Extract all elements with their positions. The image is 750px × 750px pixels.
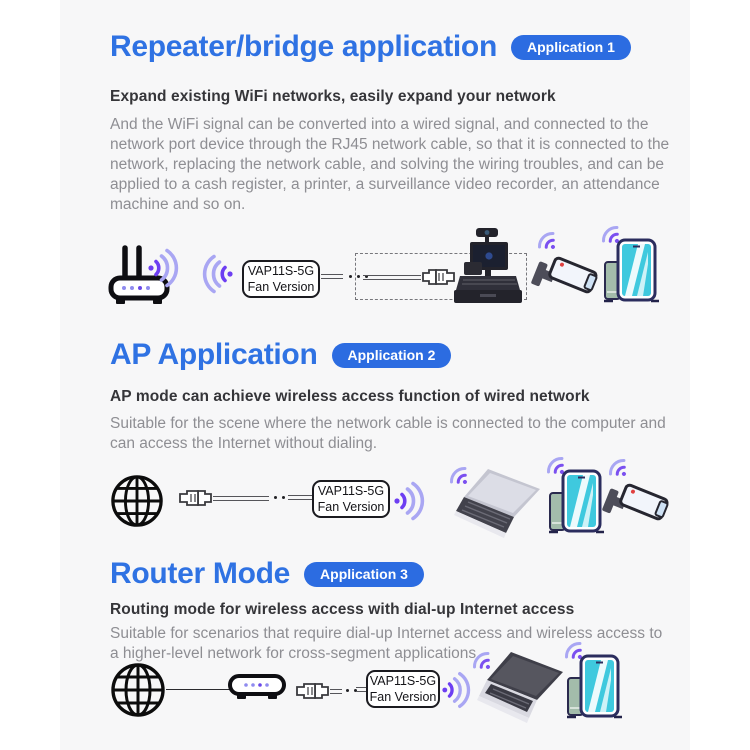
wifi-signal-icon xyxy=(472,651,496,675)
diagram-ap xyxy=(60,459,690,547)
device-label-box xyxy=(242,260,320,298)
wifi-signal-icon xyxy=(148,248,178,288)
wifi-signal-icon xyxy=(394,481,424,521)
rj45-cable-icon xyxy=(173,487,269,509)
section-title: Router Mode xyxy=(110,557,291,590)
rj45-cable-icon xyxy=(363,266,461,288)
section-body-text: And the WiFi signal can be converted into a wired signal, and connected to the network port device through the RJ45 network cable, so that it is connected to the network, replacing the network cable, and solving the wiring troubles, and can be applied to a cash register, a printer, a surveillance video recorder, an attendance machine and so on. xyxy=(110,116,670,213)
wifi-signal-icon xyxy=(449,466,473,490)
smartphone-icon xyxy=(547,461,605,537)
section-title: AP Application xyxy=(110,338,318,371)
device-version-label: Fan Version xyxy=(369,690,437,704)
rj45-plug-icon xyxy=(173,487,213,509)
section-body-text: Suitable for the scene where the network cable is connected to the computer and can access the Internet without dialing. xyxy=(110,415,666,452)
wifi-signal-icon xyxy=(537,231,561,255)
section-router-mode xyxy=(60,555,690,746)
smartphone-icon xyxy=(565,646,623,722)
section-header xyxy=(110,0,690,66)
diagram-router-mode xyxy=(60,660,690,746)
device-label-box xyxy=(312,480,390,518)
rj45-plug-icon xyxy=(290,680,330,702)
globe-icon xyxy=(110,474,164,528)
cash-register-icon xyxy=(450,228,526,308)
laptop-icon xyxy=(452,465,544,539)
rj45-cable-icon xyxy=(290,680,342,702)
diagram-repeater xyxy=(60,228,690,320)
wifi-signal-icon xyxy=(608,458,632,482)
page-title: Repeater/bridge application xyxy=(110,30,497,63)
wifi-signal-icon xyxy=(442,671,470,709)
device-label-box xyxy=(366,670,440,708)
device-model-label: VAP11S-5G xyxy=(317,483,385,498)
smartphone-icon xyxy=(602,230,660,306)
section-repeater-bridge xyxy=(60,0,690,320)
globe-icon xyxy=(110,662,166,718)
cctv-camera-icon xyxy=(534,232,598,304)
device-version-label: Fan Version xyxy=(317,500,385,514)
wifi-signal-icon xyxy=(203,254,233,294)
cable-line xyxy=(356,687,366,692)
cable-line xyxy=(330,689,342,694)
section-body-text: Suitable for scenarios that require dial-up Internet access and wireless access to a higher-level network for cross-segment applications xyxy=(110,625,663,662)
section-ap-application xyxy=(60,336,690,547)
application-badge-1: Application 1 xyxy=(511,35,631,60)
cable-line xyxy=(288,495,312,500)
device-model-label: VAP11S-5G xyxy=(247,263,315,278)
section-header xyxy=(110,555,690,593)
section-subtitle: AP mode can achieve wireless access function of wired network xyxy=(110,388,590,405)
section-subtitle: Routing mode for wireless access with dial-up Internet access xyxy=(110,601,575,618)
laptop-icon xyxy=(475,648,567,724)
cable-line xyxy=(363,275,421,280)
section-subtitle: Expand existing WiFi networks, easily expand your network xyxy=(110,88,556,105)
application-badge-2: Application 2 xyxy=(332,343,452,368)
cctv-camera-icon xyxy=(605,459,669,531)
section-header xyxy=(110,336,690,374)
content-column xyxy=(60,0,690,750)
cable-line xyxy=(321,274,343,279)
device-version-label: Fan Version xyxy=(247,280,315,294)
application-badge-3: Application 3 xyxy=(304,562,424,587)
cable-line xyxy=(213,496,269,501)
connection-dots xyxy=(274,496,285,499)
modem-icon xyxy=(228,674,286,702)
network-line xyxy=(166,689,230,690)
device-model-label: VAP11S-5G xyxy=(369,673,437,688)
